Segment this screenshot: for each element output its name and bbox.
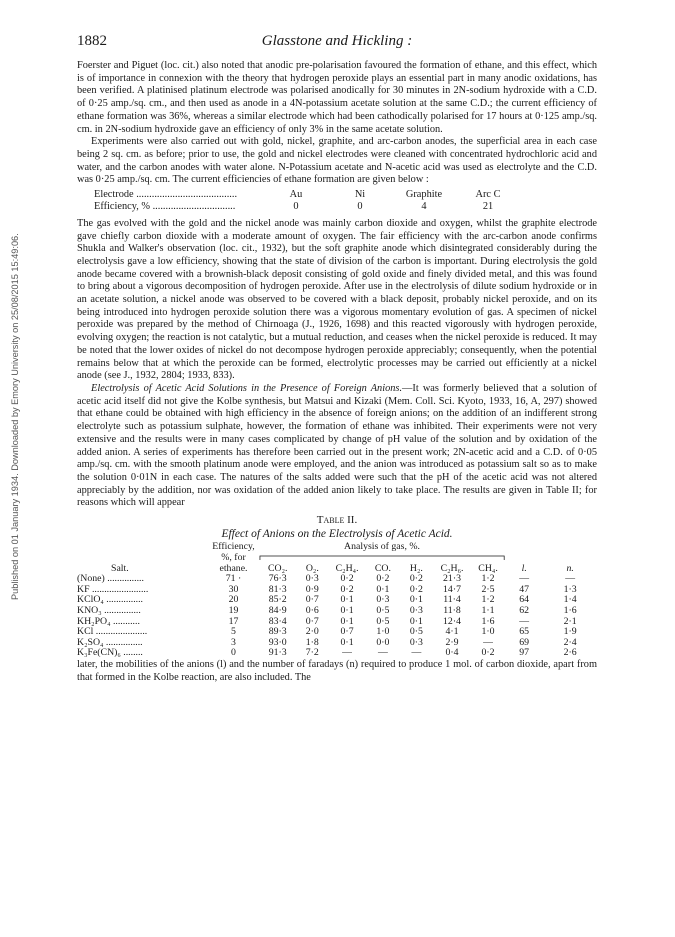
paragraph-text: —It was formerly believed that a solution of acetic acid itself did not give the Kolbe synthesis, but Matsui and Kizaki (Mem. Coll. Sci. Kyoto, 1933, 16, A, 297) showed that ethane could be obtained with high efficiency in the absence of foreign anions; on the addition of an indifferent strong electrolyte such as potassium sulphate, however, the formation of ethane was inhibited. Their experiments were not very extensive and the results were in many cases complicated by change of pH value of the solution and by oxidation of the added anion. A series of experiments has therefore been carried out in the present work; 2N-acetic acid and a C.D. of 0·05 amp./sq. cm. with the smooth platinum anode were employed, and the anion was introduced as potassium salt so as to make the solution 0·01N in each case. The natures of the salts added were such that the pH of the acetic acid was not altered appreciably by the addition, nor was oxidation of the added anion likely to take place. The results are given in Table II; for reasons which will appear [77, 382, 597, 509]
anion-effect-table [77, 542, 597, 659]
table-cell: 5 [231, 626, 236, 638]
column-header: ethane. [219, 562, 248, 574]
table-cell: 0·1 [409, 594, 423, 606]
column-header: CO₂. [267, 562, 288, 574]
efficiency-row [77, 201, 597, 213]
table-row [77, 648, 597, 659]
brace-line [259, 555, 505, 560]
table-cell: 2·5 [481, 583, 495, 595]
table-cell: 1·2 [481, 573, 495, 585]
table-cell: 11·8 [443, 604, 461, 616]
column-header: CO. [374, 562, 391, 574]
table-cell: 7·2 [305, 647, 319, 659]
efficiency-value: 0 [293, 201, 299, 213]
table-cell: 2·0 [305, 626, 319, 638]
column-header: l. [521, 562, 527, 574]
table-cell: 0 [231, 647, 236, 659]
page-number: 1882 [77, 33, 107, 49]
table-cell: 0·2 [409, 583, 423, 595]
table-label: Table II. [316, 514, 358, 527]
table-cell: 0·1 [409, 615, 423, 627]
efficiency-value: 0 [357, 201, 363, 213]
electrode-name: Au [289, 189, 303, 201]
electrode-row [77, 189, 597, 201]
column-header: Efficiency, [212, 541, 255, 553]
electrode-name: Ni [354, 189, 366, 201]
table-cell: 93·0 [268, 636, 287, 648]
salt-cell: K₂SO₄ ............... [77, 636, 143, 648]
column-header: H₂. [409, 562, 423, 574]
salt-cell: KH₂PO₄ ........... [77, 615, 140, 627]
table-cell: 20 [228, 594, 239, 606]
table-cell: 0·3 [376, 594, 390, 606]
table-caption: Effect of Anions on the Electrolysis of Acetic Acid. [221, 527, 453, 540]
table-row [77, 606, 597, 617]
table-cell: 1·1 [481, 604, 495, 616]
table-cell: 0·3 [305, 573, 319, 585]
table-cell: 3 [231, 636, 236, 648]
table-cell: 0·1 [340, 594, 354, 606]
table-cell: 0·2 [409, 573, 423, 585]
download-watermark [3, 80, 20, 600]
table-cell: 84·9 [268, 604, 287, 616]
table-cell: 21·3 [443, 573, 461, 585]
table-cell: 2·1 [563, 615, 577, 627]
salt-cell: (None) ............... [77, 573, 144, 585]
table-cell: 0·1 [376, 583, 390, 595]
table-cell: 14·7 [443, 583, 461, 595]
table-cell: 0·1 [340, 636, 354, 648]
table-cell: 17 [228, 615, 239, 627]
paragraph: later, the mobilities of the anions (l) and the number of faradays (n) required to produce 1 mol. of carbon dioxide, apart from that formed in the Kolbe reaction, are also included. The [77, 658, 597, 683]
table-cell: — [411, 647, 422, 659]
table-cell: 1·3 [563, 583, 577, 595]
electrode-label: Electrode ....................................... [94, 189, 238, 201]
table-header-row [77, 542, 597, 553]
page-header [77, 33, 597, 55]
table-cell: 0·2 [340, 583, 354, 595]
table-cell: 85·2 [268, 594, 287, 606]
salt-cell: KF ....................... [77, 583, 149, 595]
table-cell: 2·9 [445, 636, 459, 648]
table-cell: 83·4 [268, 615, 287, 627]
table-cell: 0·2 [340, 573, 354, 585]
table-cell: 1·2 [481, 594, 495, 606]
table-cell: 91·3 [268, 647, 287, 659]
section-heading: Electrolysis of Acetic Acid Solutions in the Presence of Foreign Anions. [91, 382, 403, 394]
table-cell: 0·2 [481, 647, 495, 659]
table-cell: 1·6 [563, 604, 577, 616]
table-cell: — [519, 573, 530, 585]
salt-cell: KClO₄ ............... [77, 594, 144, 606]
table-cell: 0·3 [409, 636, 423, 648]
table-cell: 81·3 [268, 583, 287, 595]
table-cell: 47 [519, 583, 530, 595]
efficiency-list [77, 189, 597, 214]
table-cell: 1·4 [563, 594, 577, 606]
efficiency-label: Efficiency, % ................................ [94, 201, 236, 213]
electrode-name: Arc C [475, 189, 501, 201]
table-cell: 0·7 [305, 594, 319, 606]
table-cell: 0·5 [376, 615, 390, 627]
table-cell: 30 [228, 583, 239, 595]
table-cell: 1·0 [481, 626, 495, 638]
table-cell: — [483, 636, 493, 648]
table-cell: 76·3 [268, 573, 287, 585]
table-cell: 11·4 [443, 594, 461, 606]
table-cell: — [377, 647, 388, 659]
table-cell: 19 [228, 604, 239, 616]
table-cell: 4·1 [445, 626, 459, 638]
table-cell: 89·3 [268, 626, 287, 638]
table-cell: 0·7 [340, 626, 354, 638]
electrode-name: Graphite [405, 189, 443, 201]
table-cell: 0·0 [376, 636, 390, 648]
table-cell: 69 [519, 636, 530, 648]
column-group-header: Analysis of gas, %. [344, 541, 420, 553]
efficiency-value: 4 [421, 201, 427, 213]
column-header: CH₄. [478, 562, 498, 574]
table-cell: 1·6 [481, 615, 495, 627]
column-header: C₂H₄. [335, 562, 359, 574]
table-cell: 65 [519, 626, 530, 638]
table-cell: 2·4 [563, 636, 577, 648]
table-body [77, 574, 597, 659]
table-cell: 0·7 [305, 615, 319, 627]
table-cell: 64 [519, 594, 530, 606]
salt-cell: KCl ..................... [77, 626, 148, 638]
article-body [77, 60, 597, 684]
table-cell: 0·9 [305, 583, 319, 595]
running-title: Glasstone and Hickling : [261, 33, 413, 49]
column-header: n. [566, 562, 574, 574]
salt-cell: K₃Fe(CN)₆ ........ [77, 647, 143, 659]
table-cell: 0·1 [340, 604, 354, 616]
table-cell: 97 [519, 647, 530, 659]
table-cell: 71 · [225, 573, 242, 585]
table-cell: 1·9 [563, 626, 577, 638]
paragraph [77, 383, 597, 510]
table-cell: 1·0 [376, 626, 390, 638]
salt-cell: KNO₃ ............... [77, 604, 141, 616]
table-cell: 0·2 [376, 573, 390, 585]
table-cell: 2·6 [563, 647, 577, 659]
table-cell: 12·4 [443, 615, 461, 627]
table-cell: 0·1 [340, 615, 354, 627]
table-cell: 0·3 [409, 604, 423, 616]
table-cell: 0·4 [445, 647, 459, 659]
table-cell: 0·6 [305, 604, 319, 616]
table-cell: — [342, 647, 352, 659]
column-header: O₂. [305, 562, 319, 574]
column-header: C₂H₆. [440, 562, 464, 574]
efficiency-value: 21 [482, 201, 494, 213]
table-cell: 0·5 [376, 604, 390, 616]
table-cell: — [519, 615, 530, 627]
column-header: Salt. [111, 562, 129, 574]
paragraph: Experiments were also carried out with gold, nickel, graphite, and arc-carbon anodes, the superficial area in each case being 2 sq. cm. as before; prior to use, the gold and nickel electrodes were cleaned with concentrated hydrochloric acid and water, and the carbon anodes with water alone. N-Potassium acetate and N-acetic acid was used as electrolyte and the C.D. was 0·25 amp./sq. cm. The current efficiencies of ethane formation are given below : [77, 136, 597, 186]
paragraph: The gas evolved with the gold and the nickel anode was mainly carbon dioxide and oxygen, whilst the graphite electrode gave chiefly carbon dioxide with a moderate amount of oxygen. The fair efficiency with the arc-carbon anode confirms Shukla and Walker's observation (loc. cit., 1932), but the soft graphite anode which disintegrated considerably during the electrolysis gave a low efficiency, showing that the state of division of the carbon is important. During electrolysis the gold anode became covered with a brownish-black deposit consisting of gold oxide and finely divided metal, and this was found to bring about a vigorous decomposition of hydrogen peroxide. After use in the electrolysis of dilute sodium hydroxide or in an acetate solution, a nickel anode was observed to be covered with a black deposit, probably nickel peroxide, and on its being introduced into hydrogen peroxide solution there was a vigorous momentary evolution of gas. A specimen of nickel peroxide was prepared by the method of Chirnoaga (J., 1926, 1698) and this reacted vigorously with hydrogen peroxide, evolving oxygen; the reaction is not catalytic, but a mutual reduction, and ceases when the nickel peroxide is reduced. It may be noted that the lower oxides of nickel do not decompose hydrogen peroxide appreciably; consequently, when the potential remains below that at which the peroxide can be formed, electrolytic processes may be carried out efficiently at a nickel anode (see J., 1932, 2804; 1933, 833). [77, 217, 597, 382]
table-cell: 1·8 [305, 636, 319, 648]
paragraph: Foerster and Piguet (loc. cit.) also noted that anodic pre-polarisation favoured the formation of ethane, and this effect, which is of importance in connexion with the theory that hydrogen peroxide plays an essential part in many anodic oxidations, has been verified. A platinised platinum electrode was polarised anodically for 30 minutes in 2N-sodium hydroxide with a C.D. of 0·25 amp./sq. cm., and then used as anode in a 4N-potassium acetate solution at the same C.D.; the current efficiency of ethane formation was 36%, whereas a similar electrode which had been cathodically polarised for 17 hours at 0·125 amp./sq. cm. in 2N-sodium hydroxide gave an efficiency of only 3% in the same acetate solution. [77, 60, 597, 135]
table-cell: 62 [519, 604, 530, 616]
table-cell: 0·5 [409, 626, 423, 638]
watermark-text: Published on 01 January 1934. Downloaded by Emory University on 25/08/2015 15:49:06. [10, 233, 20, 600]
column-header: %, for [221, 552, 246, 564]
table-cell: — [565, 573, 576, 585]
